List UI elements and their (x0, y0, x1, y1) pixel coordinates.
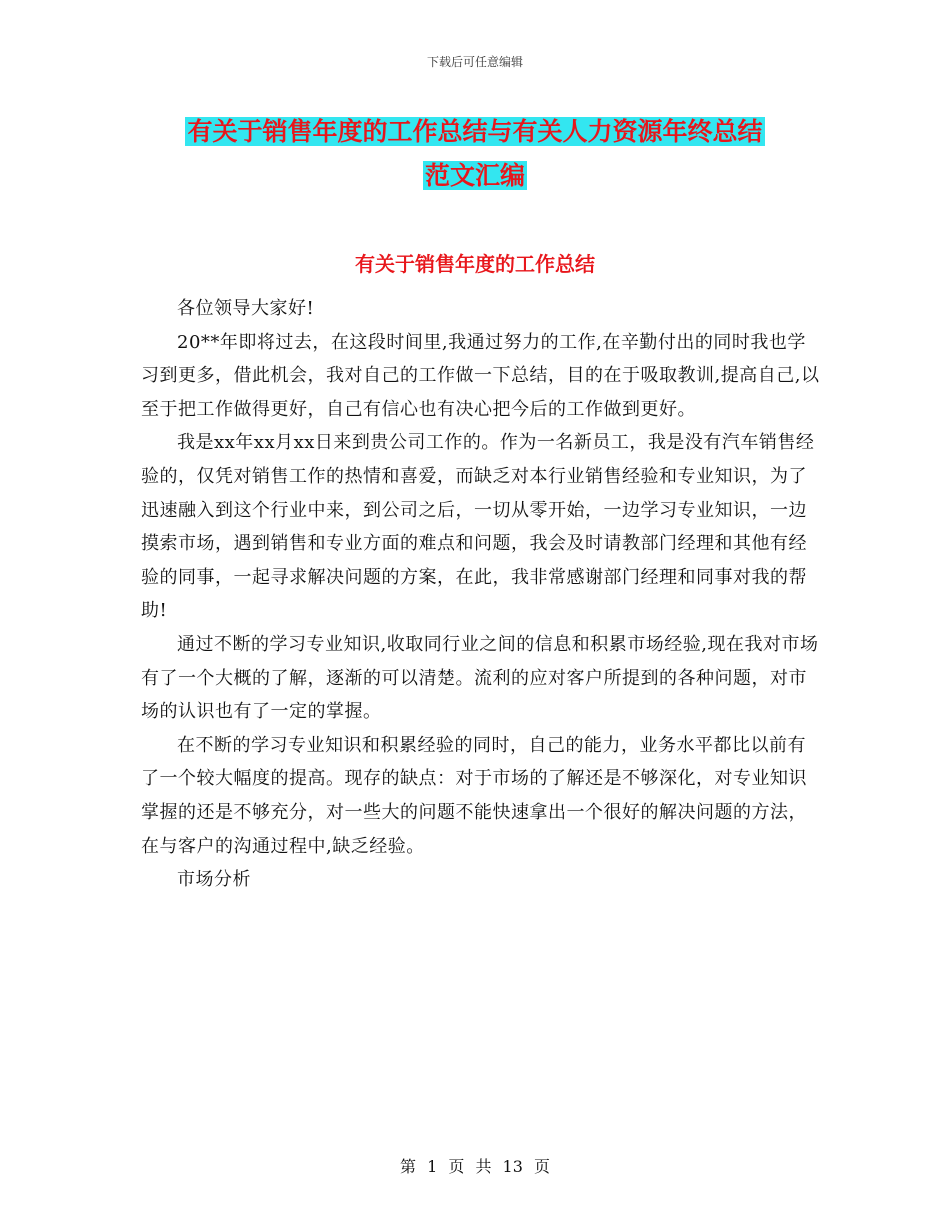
document-title-line-2: 范文汇编 (424, 161, 525, 190)
document-title-line-1: 有关于销售年度的工作总结与有关人力资源年终总结 (187, 117, 763, 146)
paragraph: 我是xx年xx月xx日来到贵公司工作的。作为一名新员工，我是没有汽车销售经验的，仅凭对销售工作的热情和喜爱，而缺乏对本行业销售经验和专业知识，为了迅速融入到这个行业中来，到公司之后，一切从零开始，一边学习专业知识，一边摸索市场，遇到销售和专业方面的难点和问题，我会及时请教部门经理和其他有经验的同事，一起寻求解决问题的方案，在此，我非常感谢部门经理和同事对我的帮助! (141, 432, 815, 622)
page-footer: 第 1 页 共 13 页 (400, 1157, 550, 1176)
document-body (141, 292, 821, 897)
paragraph: 通过不断的学习专业知识,收取同行业之间的信息和积累市场经验,现在我对市场有了一个大概的了解，逐渐的可以清楚。流利的应对客户所提到的各种问题，对市场的认识也有了一定的掌握。 (141, 633, 819, 723)
document-title (0, 110, 950, 198)
section-title: 有关于销售年度的工作总结 (355, 252, 595, 276)
paragraph: 20**年即将过去，在这段时间里,我通过努力的工作,在辛勤付出的同时我也学习到更多，借此机会，我对自己的工作做一下总结，目的在于吸取教训,提高自己,以至于把工作做得更好，自己有信心也有决心把今后的工作做到更好。 (141, 331, 820, 420)
header-note: 下载后可任意编辑 (426, 55, 523, 69)
paragraph-greeting: 各位领导大家好! (177, 298, 315, 319)
paragraph: 在不断的学习专业知识和积累经验的同时，自己的能力，业务水平都比以前有了一个较大幅度的提高。现存的缺点：对于市场的了解还是不够深化，对专业知识掌握的还是不够充分，对一些大的问题不能快速拿出一个很好的解决问题的方法，在与客户的沟通过程中,缺乏经验。 (141, 734, 807, 857)
paragraph-heading-market-analysis: 市场分析 (177, 869, 251, 891)
